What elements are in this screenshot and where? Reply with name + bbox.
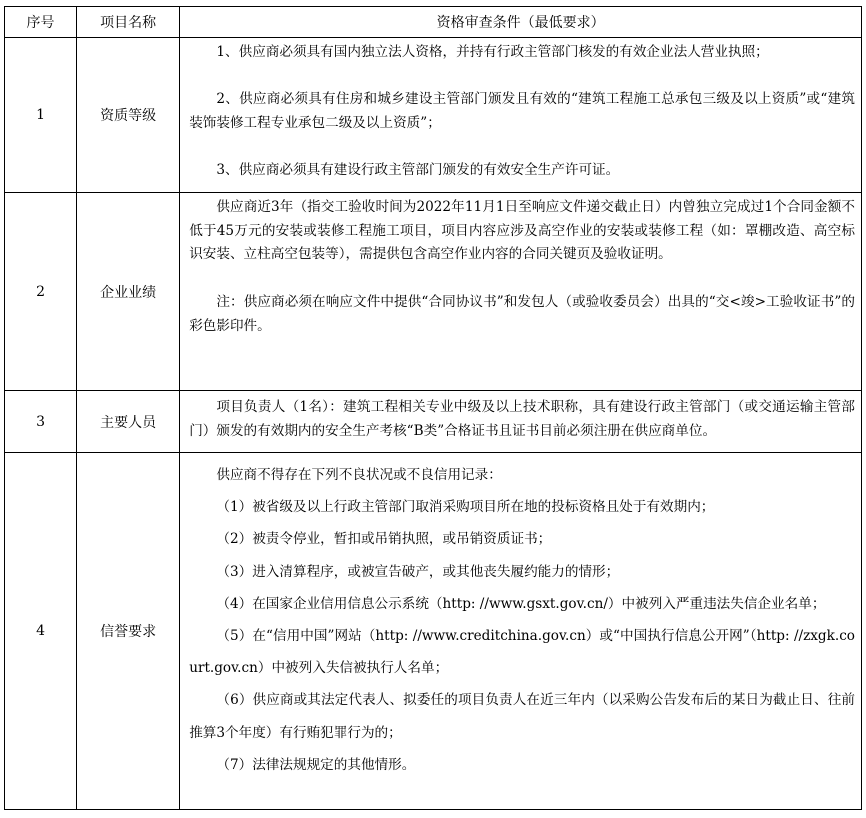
condition-paragraph: 供应商不得存在下列不良状况或不良信用记录：	[216, 467, 502, 483]
header-row	[5, 7, 862, 38]
table-row	[5, 391, 862, 453]
condition-cell	[180, 193, 862, 391]
condition-paragraph: 2、供应商必须具有住房和城乡建设主管部门颁发且有效的“建筑工程施工总承包三级及以上资质”或“建筑装饰装修工程专业承包二级及以上资质”；	[189, 91, 855, 131]
condition-list-item: （6）供应商或其法定代表人、拟委任的项目负责人在近三年内（以采购公告发布后的某日为截止日、往前推算3个年度）有行贿犯罪行为的；	[189, 692, 855, 741]
condition-paragraph: 1、供应商必须具有国内独立法人资格，并持有行政主管部门核发的有效企业法人营业执照；	[216, 44, 769, 60]
condition-list-item: （4）在国家企业信用信息公示系统（http: //www.gsxt.gov.cn/）中被列入严重违法失信企业名单；	[216, 595, 826, 612]
row-number: 4	[5, 453, 77, 810]
condition-note: 注：供应商必须在响应文件中提供“合同协议书”和发包人（或验收委员会）出具的“交<竣>工验收证书”的彩色影印件。	[189, 293, 855, 334]
condition-list-item: （3）进入清算程序，或被宣告破产，或其他丧失履约能力的情形；	[216, 563, 620, 580]
condition-list-item: （1）被省级及以上行政主管部门取消采购项目所在地的投标资格且处于有效期内；	[216, 499, 715, 516]
condition-list-item: （7）法律法规规定的其他情形。	[216, 756, 416, 773]
condition-list-item: （2）被责令停业，暂扣或吊销执照，或吊销资质证书；	[216, 531, 552, 548]
item-name: 主要人员	[77, 391, 180, 453]
item-name: 企业业绩	[77, 193, 180, 391]
condition-cell	[180, 391, 862, 453]
row-number: 1	[5, 38, 77, 193]
table-row	[5, 38, 862, 193]
header-condition: 资格审查条件（最低要求）	[180, 7, 862, 38]
condition-paragraph: 供应商近3年（指交工验收时间为2022年11月1日至响应文件递交截止日）内曾独立完成过1个合同金额不低于45万元的安装或装修工程施工项目，项目内容应涉及高空作业的安装或装修工程（如：罩棚改造、高空标识安装、立柱高空包装等），需提供包含高空作业内容的合同关键页及验收证明。	[189, 199, 855, 263]
condition-list-item: （5）在“信用中国”网站（http: //www.creditchina.gov.cn）或“中国执行信息公开网”（http: //zxgk.court.gov.cn）中被列入失信被执行人名单；	[189, 628, 855, 677]
row-number: 3	[5, 391, 77, 453]
qualification-table	[4, 6, 862, 810]
condition-cell	[180, 453, 862, 810]
header-no: 序号	[5, 7, 77, 38]
condition-paragraph: 3、供应商必须具有建设行政主管部门颁发的有效安全生产许可证。	[216, 161, 620, 178]
condition-cell	[180, 38, 862, 193]
row-number: 2	[5, 193, 77, 391]
item-name: 资质等级	[77, 38, 180, 193]
table-row	[5, 453, 862, 810]
header-item-name: 项目名称	[77, 7, 180, 38]
table-row	[5, 193, 862, 391]
item-name: 信誉要求	[77, 453, 180, 810]
condition-paragraph: 项目负责人（1名）：建筑工程相关专业中级及以上技术职称，具有建设行政主管部门（或交通运输主管部门）颁发的有效期内的安全生产考核“B类”合格证书且证书目前必须注册在供应商单位。	[189, 399, 855, 439]
